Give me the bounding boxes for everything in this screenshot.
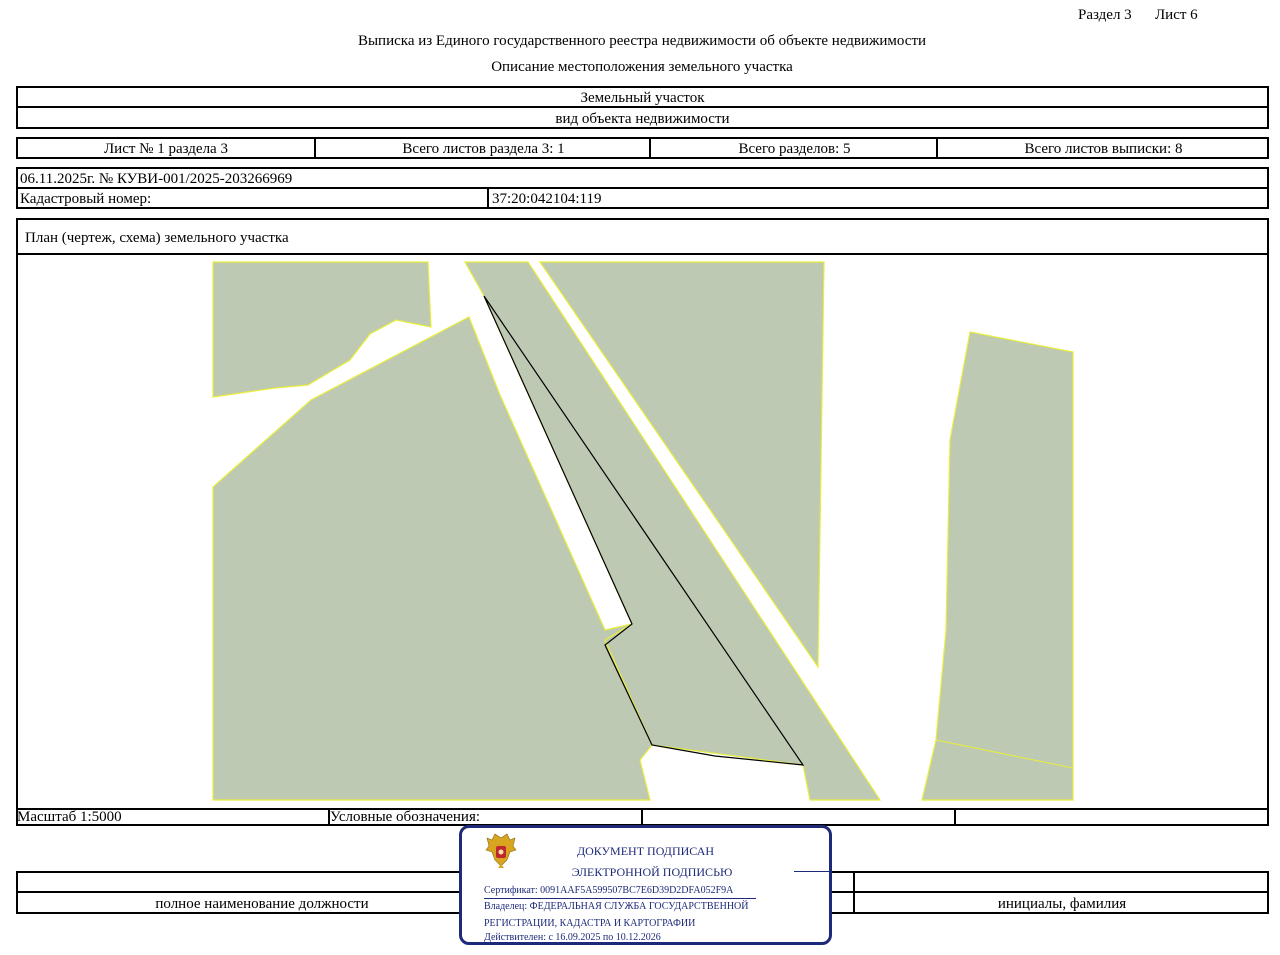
date-number: 06.11.2025г. № КУВИ-001/2025-203266969: [20, 171, 293, 187]
total-sections: Всего разделов: 5: [738, 141, 851, 157]
object-type-caption: вид объекта недвижимости: [555, 111, 730, 127]
legend-label: Условные обозначения:: [330, 809, 481, 825]
document-title: Выписка из Единого государственного реестра недвижимости об объекте недвижимости: [357, 33, 927, 49]
plan-title: План (чертеж, схема) земельного участка: [25, 230, 289, 246]
stamp-owner-2: РЕГИСТРАЦИИ, КАДАСТРА И КАРТОГРАФИИ: [484, 918, 696, 929]
cadastral-value: 37:20:042104:119: [492, 191, 602, 207]
total-sheets-extract: Всего листов выписки: 8: [1024, 141, 1183, 157]
stamp-line-1: ДОКУМЕНТ ПОДПИСАН: [576, 844, 715, 858]
stamp-certificate: Сертификат: 0091AAF5A599507BC7E6D39D2DFA052F9A: [484, 885, 734, 896]
name-caption: инициалы, фамилия: [997, 896, 1127, 912]
stamp-line-2: ЭЛЕКТРОННОЙ ПОДПИСЬЮ: [571, 865, 733, 879]
total-sheets-section: Всего листов раздела 3: 1: [402, 141, 565, 157]
stamp-owner-1: Владелец: ФЕДЕРАЛЬНАЯ СЛУЖБА ГОСУДАРСТВЕННОЙ: [484, 901, 749, 912]
parcel-far-right: [922, 332, 1073, 800]
electronic-signature-stamp: [459, 825, 832, 945]
section-label: Раздел 3: [1078, 7, 1132, 23]
neighbor-parcels: [213, 262, 1073, 800]
object-type-value: Земельный участок: [580, 90, 705, 106]
cadastral-label: Кадастровый номер:: [20, 191, 152, 207]
stamp-valid: Действителен: с 16.09.2025 по 10.12.2026: [484, 932, 661, 943]
position-caption: полное наименование должности: [155, 896, 369, 912]
scale-label: Масштаб 1:5000: [17, 809, 122, 825]
sheet-number: Лист № 1 раздела 3: [104, 141, 228, 157]
document-subtitle: Описание местоположения земельного участка: [491, 59, 793, 75]
sheet-label: Лист 6: [1155, 7, 1198, 23]
